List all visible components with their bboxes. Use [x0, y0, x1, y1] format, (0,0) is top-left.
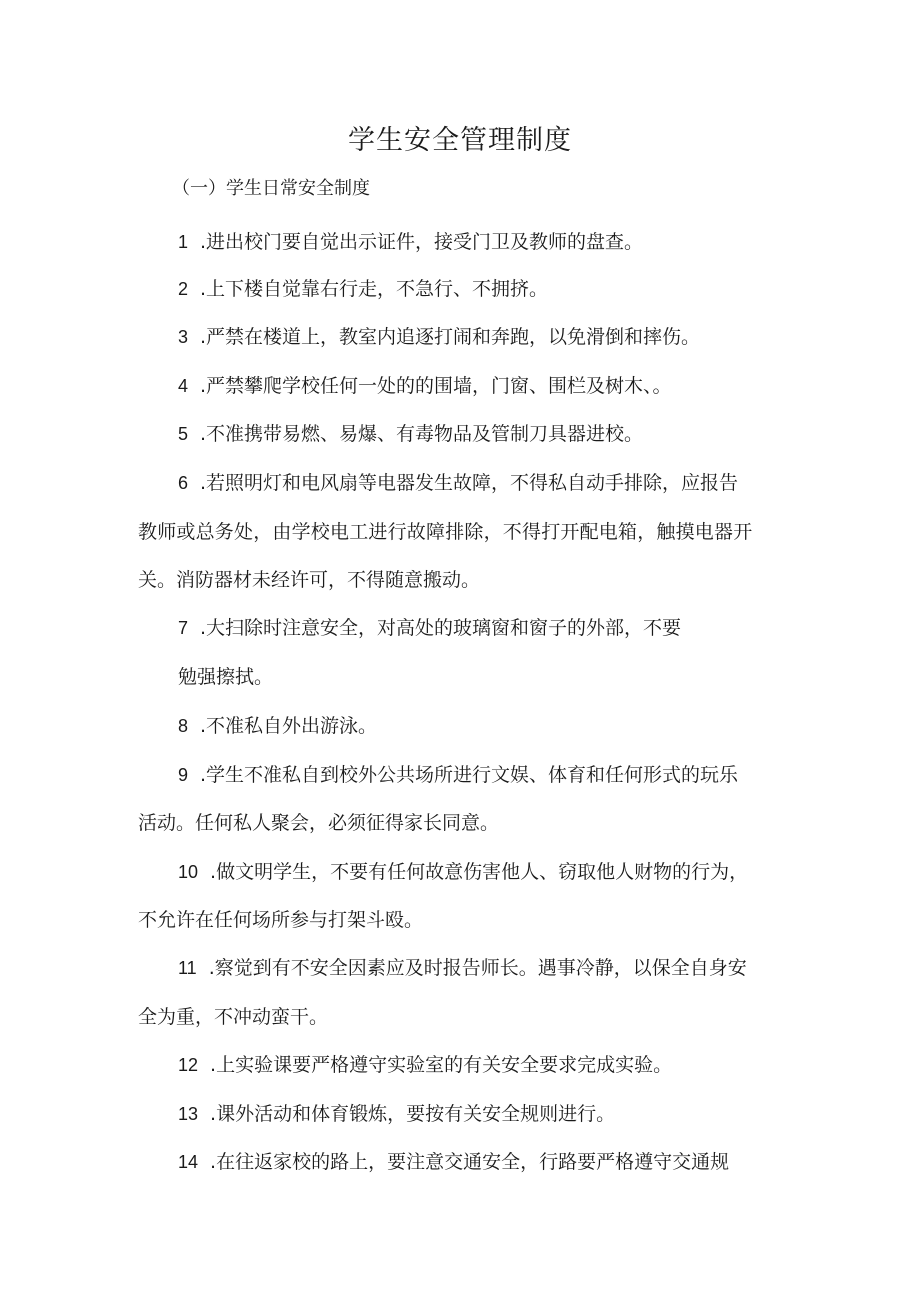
item-text: .做文明学生，不要有任何故意伤害他人、窃取他人财物的行为， — [210, 861, 749, 883]
item-text: .在往返家校的路上，要注意交通安全，行路要严格遵守交通规 — [210, 1151, 730, 1173]
item-number: 14 — [178, 1152, 199, 1172]
item-text: .课外活动和体育锻炼，要按有关安全规则进行。 — [210, 1103, 616, 1125]
list-item — [178, 322, 700, 349]
list-item — [178, 1050, 672, 1077]
item-continuation-line: 教师或总务处，由学校电工进行故障排除，不得打开配电箱，触摸电器开 — [138, 521, 753, 543]
item-text: .上实验课要严格遵守实验室的有关安全要求完成实验。 — [210, 1054, 673, 1076]
list-item — [178, 274, 548, 301]
list-item — [178, 468, 738, 495]
list-item — [178, 613, 681, 640]
item-number: 2 — [178, 279, 189, 299]
item-text: .若照明灯和电风扇等电器发生故障，不得私自动手排除，应报告 — [200, 472, 739, 494]
item-number: 7 — [178, 618, 189, 638]
list-item — [178, 1147, 729, 1174]
item-number: 9 — [178, 765, 189, 785]
item-continuation-line: 活动。任何私人聚会，必须征得家长同意。 — [138, 812, 500, 834]
item-number: 4 — [178, 376, 189, 396]
item-number: 10 — [178, 862, 199, 882]
item-number: 13 — [178, 1104, 199, 1124]
list-item — [178, 711, 377, 738]
list-item — [178, 371, 672, 398]
section-heading: （一）学生日常安全制度 — [172, 178, 370, 199]
item-number: 11 — [178, 958, 197, 978]
item-text: .察觉到有不安全因素应及时报告师长。遇事冷静，以保全自身安 — [208, 957, 747, 979]
item-continuation-line: 不允许在任何场所参与打架斗殴。 — [138, 909, 424, 931]
item-text: .严禁攀爬学校任何一处的的围墙，门窗、围栏及树木、。 — [200, 375, 672, 397]
item-text: .大扫除时注意安全，对高处的玻璃窗和窗子的外部，不要 — [200, 617, 682, 639]
item-text: .不准私自外出游泳。 — [200, 715, 378, 737]
item-text: .不准携带易燃、易爆、有毒物品及管制刀具器进校。 — [200, 423, 644, 445]
item-number: 3 — [178, 327, 189, 347]
item-number: 8 — [178, 716, 189, 736]
item-text: .严禁在楼道上，教室内追逐打闹和奔跑，以免滑倒和摔伤。 — [200, 326, 701, 348]
item-text: .进出校门要自觉出示证件，接受门卫及教师的盘查。 — [200, 231, 644, 253]
item-number: 1 — [178, 232, 189, 252]
list-item — [178, 227, 643, 254]
list-item — [178, 419, 643, 446]
list-item — [178, 760, 738, 787]
item-text: .学生不准私自到校外公共场所进行文娱、体育和任何形式的玩乐 — [200, 764, 739, 786]
item-continuation-line: 勉强擦拭。 — [178, 666, 274, 688]
list-item — [178, 953, 747, 980]
list-item — [178, 857, 748, 884]
list-item — [178, 1099, 615, 1126]
item-continuation-line: 关。消防器材未经许可，不得随意搬动。 — [138, 569, 481, 591]
item-continuation-line: 全为重，不冲动蛮干。 — [138, 1006, 329, 1028]
item-text: .上下楼自觉靠右行走，不急行、不拥挤。 — [200, 278, 549, 300]
item-number: 12 — [178, 1055, 199, 1075]
item-number: 5 — [178, 424, 189, 444]
item-number: 6 — [178, 473, 189, 493]
page-title: 学生安全管理制度 — [348, 125, 572, 156]
